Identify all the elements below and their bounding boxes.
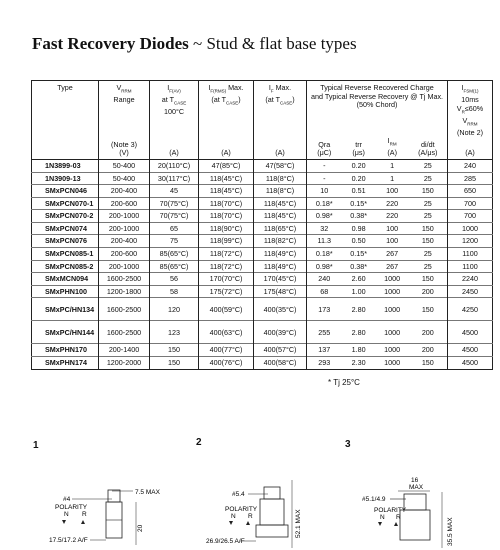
sub-trr: trr: [355, 139, 363, 149]
table-cell: 700: [448, 197, 493, 210]
fig3-n-label: N: [380, 514, 385, 521]
type-cell: SMxPCN076: [32, 235, 99, 248]
table-cell: 65: [150, 222, 199, 235]
unit-cell: (A): [199, 149, 254, 159]
table-cell: 2.30: [342, 357, 376, 370]
table-cell: 400(57°C): [254, 344, 307, 357]
table-cell: 118(90°C): [199, 222, 254, 235]
diode-spec-table: [31, 80, 493, 370]
table-cell: 1000: [376, 285, 409, 298]
table-cell: 70(75°C): [150, 210, 199, 223]
table-cell: 400(59°C): [199, 298, 254, 321]
type-cell: 1N3909-13: [32, 172, 99, 185]
type-cell: SMxPCN085-2: [32, 260, 99, 273]
type-cell: SMxPHN100: [32, 285, 99, 298]
table-cell: 0.98: [342, 222, 376, 235]
unit-cell: (μC): [307, 149, 342, 159]
table-cell: 1200-2000: [99, 357, 150, 370]
table-row: [32, 273, 493, 286]
table-cell: 118(70°C): [199, 197, 254, 210]
unit-cell: (A/μs): [409, 149, 448, 159]
table-cell: 200-1400: [99, 344, 150, 357]
table-cell: 118(72°C): [199, 248, 254, 261]
table-cell: 30(117°C): [150, 172, 199, 185]
table-cell: 0.20: [342, 172, 376, 185]
table-cell: 25: [409, 197, 448, 210]
table-cell: 70(75°C): [150, 197, 199, 210]
table-cell: 150: [150, 344, 199, 357]
table-cell: 4500: [448, 344, 493, 357]
table-cell: 118(8°C): [254, 185, 307, 198]
table-cell: 0.20: [342, 159, 376, 172]
table-cell: 137: [307, 344, 342, 357]
table-cell: 56: [150, 273, 199, 286]
type-cell: SMxPC/HN144: [32, 321, 99, 344]
table-cell: 47(58°C): [254, 159, 307, 172]
table-cell: 2.60: [342, 273, 376, 286]
table-cell: 200-600: [99, 248, 150, 261]
table-cell: 150: [150, 357, 199, 370]
sub-didt: di/dt: [421, 139, 435, 149]
unit-cell: (μs): [342, 149, 376, 159]
package-drawings: [0, 470, 500, 550]
table-cell: 1000: [376, 273, 409, 286]
table-cell: 123: [150, 321, 199, 344]
table-cell: 118(70°C): [199, 210, 254, 223]
table-cell: 400(77°C): [199, 344, 254, 357]
table-cell: 118(82°C): [254, 235, 307, 248]
table-cell: 120: [150, 298, 199, 321]
table-row: [32, 172, 493, 185]
type-cell: SMxPC/HN134: [32, 298, 99, 321]
table-cell: 200: [409, 321, 448, 344]
fig1-polarity-symbols: [62, 520, 85, 524]
table-cell: 118(49°C): [254, 248, 307, 261]
col-vrrm-header: $V_{RRM}$ Range: [99, 81, 150, 138]
table-cell: 0.98*: [307, 210, 342, 223]
table-row: [32, 197, 493, 210]
table-cell: 11.3: [307, 235, 342, 248]
unit-cell: (V): [99, 149, 150, 159]
table-cell: 1200: [448, 235, 493, 248]
table-units-row: [32, 149, 493, 159]
table-cell: 2240: [448, 273, 493, 286]
fig3-pin-label: #5.1/4.9: [362, 496, 386, 503]
unit-cell: [32, 149, 99, 159]
table-row: [32, 185, 493, 198]
sub-irm: $I_{RM}$: [387, 136, 397, 147]
table-row: [32, 321, 493, 344]
page-title: Fast Recovery Diodes ~ Stud & flat base types: [32, 34, 357, 53]
table-cell: 85(65°C): [150, 248, 199, 261]
table-cell: 1600-2500: [99, 273, 150, 286]
fig2-r-label: R: [248, 513, 253, 520]
table-cell: 285: [448, 172, 493, 185]
table-row: [32, 298, 493, 321]
table-cell: 170(45°C): [254, 273, 307, 286]
table-cell: 175(72°C): [199, 285, 254, 298]
table-cell: 0.18*: [307, 248, 342, 261]
table-cell: 0.15*: [342, 248, 376, 261]
table-cell: 118(99°C): [199, 235, 254, 248]
table-cell: 118(45°C): [199, 172, 254, 185]
table-cell: 1: [376, 172, 409, 185]
table-cell: 100: [376, 185, 409, 198]
table-row: [32, 260, 493, 273]
table-cell: 4500: [448, 321, 493, 344]
fig3-polarity-symbols: [378, 522, 398, 526]
type-cell: 1N3899-03: [32, 159, 99, 172]
figure-label-3: 3: [345, 439, 351, 450]
fig2-n-label: N: [231, 513, 236, 520]
table-cell: 32: [307, 222, 342, 235]
table-cell: 400(35°C): [254, 298, 307, 321]
table-cell: 200: [409, 285, 448, 298]
fig3-r-label: R: [396, 514, 401, 521]
table-body: [32, 159, 493, 369]
table-row: [32, 285, 493, 298]
table-row: [32, 344, 493, 357]
table-cell: 1200-1800: [99, 285, 150, 298]
table-cell: 50-400: [99, 172, 150, 185]
note3-label: (Note 3): [99, 137, 150, 149]
table-cell: 0.50: [342, 235, 376, 248]
fig2-dim-side: 52.1 MAX: [295, 509, 302, 538]
table-cell: 1600-2500: [99, 321, 150, 344]
table-cell: 25: [409, 172, 448, 185]
fig1-polarity-label: POLARITY: [55, 504, 88, 511]
fig3-dim-top-max: MAX: [409, 484, 424, 491]
fig1-n-label: N: [64, 511, 69, 518]
table-cell: 0.98*: [307, 260, 342, 273]
table-cell: 45: [150, 185, 199, 198]
table-cell: 118(45°C): [254, 197, 307, 210]
table-cell: 1100: [448, 260, 493, 273]
table-cell: 1000: [448, 222, 493, 235]
type-cell: SMxPCN070-2: [32, 210, 99, 223]
table-row: [32, 159, 493, 172]
table-row: [32, 357, 493, 370]
table-cell: 0.38*: [342, 260, 376, 273]
table-cell: 1100: [448, 248, 493, 261]
table-cell: 1.00: [342, 285, 376, 298]
table-row: [32, 222, 493, 235]
figure-label-2: 2: [196, 437, 202, 448]
table-cell: 1.80: [342, 344, 376, 357]
table-cell: 175(48°C): [254, 285, 307, 298]
col-ifsm-header: $I_{FSM(1)}$ 10ms $V_R\le 60\%$ $V_{RRM}$ (Note 2): [448, 81, 493, 138]
table-cell: 200-1000: [99, 210, 150, 223]
table-cell: 150: [409, 185, 448, 198]
table-row: [32, 235, 493, 248]
table-cell: 173: [307, 298, 342, 321]
table-cell: 118(8°C): [254, 172, 307, 185]
unit-cell: (A): [448, 149, 493, 159]
table-cell: 4250: [448, 298, 493, 321]
table-cell: 100: [376, 235, 409, 248]
table-cell: 50-400: [99, 159, 150, 172]
table-cell: 118(45°C): [254, 210, 307, 223]
table-cell: -: [307, 159, 342, 172]
table-cell: 150: [409, 235, 448, 248]
table-cell: 0.18*: [307, 197, 342, 210]
table-cell: 200-1000: [99, 260, 150, 273]
table-cell: 85(65°C): [150, 260, 199, 273]
table-cell: 0.51: [342, 185, 376, 198]
table-cell: 118(45°C): [199, 185, 254, 198]
table-cell: 2.80: [342, 321, 376, 344]
table-cell: 150: [409, 273, 448, 286]
table-cell: 0.15*: [342, 197, 376, 210]
table-cell: 20(110°C): [150, 159, 199, 172]
table-cell: 4500: [448, 357, 493, 370]
table-cell: 240: [448, 159, 493, 172]
table-cell: 68: [307, 285, 342, 298]
figure-label-1: 1: [33, 440, 39, 451]
type-cell: SMxPCN046: [32, 185, 99, 198]
fig2-pin-label: #5.4: [232, 491, 245, 498]
table-cell: 150: [409, 298, 448, 321]
table-cell: 200-600: [99, 197, 150, 210]
table-cell: 1000: [376, 321, 409, 344]
table-cell: 25: [409, 260, 448, 273]
table-cell: 200-400: [99, 185, 150, 198]
table-cell: 1000: [376, 344, 409, 357]
type-cell: SMxPCN085-1: [32, 248, 99, 261]
fig3-dim-top: 16: [411, 477, 419, 484]
fig2-dim-af: 26.9/26.5 A/F: [206, 538, 245, 545]
type-cell: SMxPHN170: [32, 344, 99, 357]
unit-cell: (A): [376, 149, 409, 159]
col-recovery-group-header: Typical Reverse Recovered Charge and Typical Reverse Recovery @ Tj Max. (50% Chord): [307, 81, 448, 138]
table-cell: 220: [376, 210, 409, 223]
table-cell: 400(63°C): [199, 321, 254, 344]
table-cell: 150: [409, 357, 448, 370]
table-cell: 58: [150, 285, 199, 298]
table-cell: 200-1000: [99, 222, 150, 235]
table-cell: 220: [376, 197, 409, 210]
sub-qra: Qra: [307, 137, 342, 149]
table-cell: 1600-2500: [99, 298, 150, 321]
col-type-header: Type: [57, 83, 73, 92]
table-cell: 118(72°C): [199, 260, 254, 273]
type-cell: SMxPHN174: [32, 357, 99, 370]
table-cell: 1: [376, 159, 409, 172]
fig1-dim-af: 17.5/17.2 A/F: [49, 537, 88, 544]
table-cell: 0.38*: [342, 210, 376, 223]
col-ifav-header: $I_{F(AV)}$ at $T_{CASE}$ 100°C: [150, 81, 199, 138]
table-cell: 2450: [448, 285, 493, 298]
fig3-polarity-label: POLARITY: [374, 507, 407, 514]
table-cell: 25: [409, 210, 448, 223]
table-cell: 1000: [376, 298, 409, 321]
table-cell: 200-400: [99, 235, 150, 248]
table-cell: 240: [307, 273, 342, 286]
table-cell: 400(39°C): [254, 321, 307, 344]
table-cell: -: [307, 172, 342, 185]
table-header-row: [32, 81, 493, 138]
package-drawing-1: [49, 489, 161, 545]
table-cell: 267: [376, 248, 409, 261]
fig1-dim-side: 20: [137, 524, 144, 532]
table-cell: 47(85°C): [199, 159, 254, 172]
table-cell: 650: [448, 185, 493, 198]
table-cell: 400(76°C): [199, 357, 254, 370]
package-drawing-3: [362, 477, 454, 548]
table-cell: 150: [409, 222, 448, 235]
table-cell: 75: [150, 235, 199, 248]
table-cell: 25: [409, 248, 448, 261]
table-cell: 700: [448, 210, 493, 223]
fig2-polarity-label: POLARITY: [225, 506, 258, 513]
col-ifrms-header: $I_{F(RMS)}$ Max. (at $T_{CASE}$): [199, 81, 254, 138]
table-cell: 118(65°C): [254, 222, 307, 235]
unit-cell: (A): [254, 149, 307, 159]
fig3-dim-side: 35.5 MAX: [447, 517, 454, 546]
fig1-dim-top: 7.5 MAX: [135, 489, 160, 496]
package-drawing-2: [206, 480, 302, 548]
type-cell: SMxPCN070-1: [32, 197, 99, 210]
tj-footnote: * Tj 25°C: [328, 378, 360, 387]
table-row: [32, 248, 493, 261]
type-cell: SMxMCN094: [32, 273, 99, 286]
unit-cell: (A): [150, 149, 199, 159]
table-cell: 10: [307, 185, 342, 198]
table-cell: 2.80: [342, 298, 376, 321]
fig1-r-label: R: [82, 511, 87, 518]
table-cell: 100: [376, 222, 409, 235]
table-cell: 255: [307, 321, 342, 344]
table-cell: 293: [307, 357, 342, 370]
table-cell: 25: [409, 159, 448, 172]
type-cell: SMxPCN074: [32, 222, 99, 235]
table-cell: 118(49°C): [254, 260, 307, 273]
table-row: [32, 210, 493, 223]
table-cell: 1000: [376, 357, 409, 370]
table-cell: 267: [376, 260, 409, 273]
col-if-header: $I_F$ Max. (at $T_{CASE}$): [254, 81, 307, 138]
table-cell: 200: [409, 344, 448, 357]
fig2-polarity-symbols: [229, 521, 250, 525]
fig1-pin-label: #4: [63, 496, 71, 503]
table-cell: 170(70°C): [199, 273, 254, 286]
table-cell: 400(58°C): [254, 357, 307, 370]
